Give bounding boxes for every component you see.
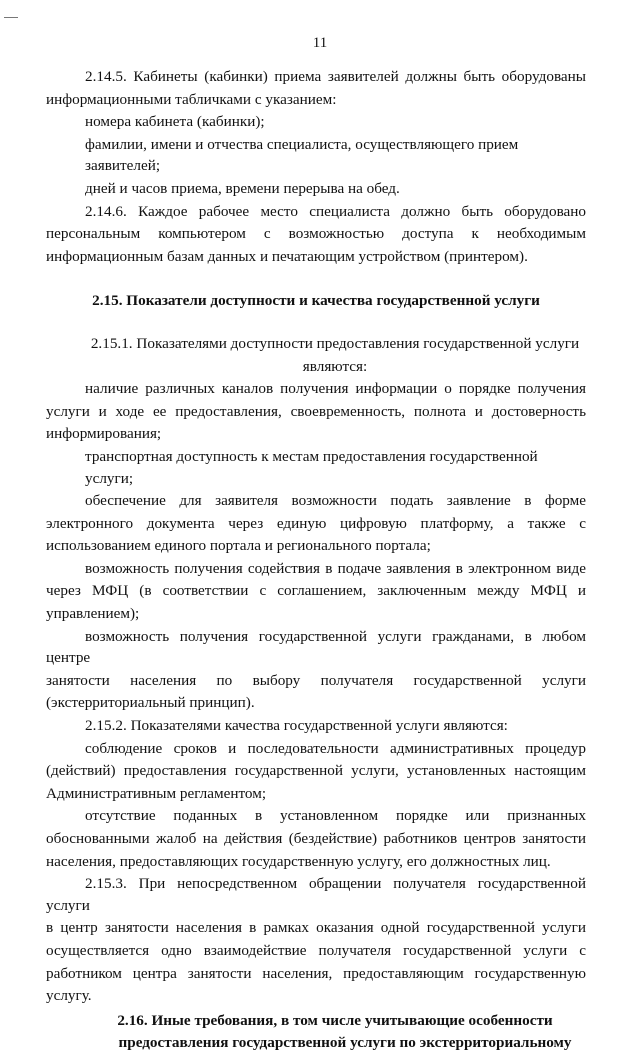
list-item-reception-hours: дней и часов приема, времени перерыва на обед. — [85, 179, 400, 197]
para-extraterritorial-line3: (экстерриториальный принцип). — [46, 694, 255, 712]
para-electronic-line3: использованием единого портала и регионального портала; — [46, 537, 431, 555]
scan-corner-mark — [4, 17, 18, 18]
para-electronic-line2: электронного документа через единую цифровую платформу, а также с — [46, 514, 586, 532]
para-mfc-line1: возможность получения содействия в подаче заявления в электронном виде — [85, 559, 586, 577]
document-body — [46, 66, 586, 1054]
para-2-14-5-line1: 2.14.5. Кабинеты (кабинки) приема заявителей должны быть оборудованы — [85, 68, 586, 85]
para-2-15-1-line2: являются: — [302, 357, 368, 375]
para-channels-line2: услуги и ходе ее предоставления, своевременность, полнота и достоверность — [46, 402, 586, 420]
para-transport-access: транспортная доступность к местам предоставления государственной услуги; — [85, 447, 538, 487]
para-2-15-3-line2: в центр занятости населения в рамках оказания одной государственной услуги — [46, 919, 586, 937]
list-item-cabinet-number: номера кабинета (кабинки); — [85, 113, 265, 131]
para-2-15-3-line4: работником центра занятости населения, предоставляющим государственную — [46, 964, 586, 982]
page-number: 11 — [312, 35, 328, 51]
para-2-15-1-line1: 2.15.1. Показателями доступности предоставления государственной услуги — [90, 334, 580, 352]
para-2-14-6-line2: персональным компьютером с возможностью доступа к необходимым — [46, 225, 586, 243]
para-channels-line3: информирования; — [46, 425, 162, 443]
para-2-15-2: 2.15.2. Показателями качества государственной услуги являются: — [85, 717, 508, 735]
para-2-15-3-line3: осуществляется одно взаимодействие получателя государственной услуги с — [46, 941, 586, 959]
para-2-14-6-line3: информационным базам данных и печатающим устройством (принтером). — [46, 247, 528, 265]
list-item-specialist-name: фамилии, имени и отчества специалиста, осуществляющего прием заявителей; — [85, 135, 519, 175]
para-complaints-line1: отсутствие поданных в установленном порядке или признанных — [85, 807, 586, 825]
para-2-14-5-line2: информационными табличками с указанием: — [46, 90, 337, 108]
para-deadlines-line3: Административным регламентом; — [46, 784, 267, 802]
para-complaints-line2: обоснованными жалоб на действия (бездействие) работников центров занятости — [46, 830, 586, 847]
para-2-15-3-line1: 2.15.3. При непосредственном обращении получателя государственной услуги — [46, 875, 586, 914]
para-mfc-line3: управлением); — [46, 605, 140, 623]
para-2-14-6-line1: 2.14.6. Каждое рабочее место специалиста должно быть оборудовано — [85, 202, 586, 220]
para-mfc-line2: через МФЦ (в соответствии с соглашением, заключенным между МФЦ и — [46, 582, 586, 600]
para-deadlines-line1: соблюдение сроков и последовательности административных процедур — [85, 739, 586, 757]
section-heading-2-15: 2.15. Показатели доступности и качества государственной услуги — [92, 292, 540, 310]
section-heading-2-16-line1: 2.16. Иные требования, в том числе учитывающие особенности — [117, 1011, 553, 1029]
para-complaints-line3: населения, предоставляющих государственную услугу, его должностных лиц. — [46, 852, 551, 870]
section-heading-2-16-line2: предоставления государственной услуги по экстерриториальному — [118, 1034, 572, 1052]
para-electronic-line1: обеспечение для заявителя возможности подать заявление в форме — [85, 492, 586, 510]
para-extraterritorial-line1: возможность получения государственной услуги гражданами, в любом центре — [46, 627, 586, 667]
para-2-15-3-line5: услугу. — [46, 987, 92, 1005]
para-extraterritorial-line2: занятости населения по выбору получателя государственной услуги — [46, 671, 586, 689]
para-deadlines-line2: (действий) предоставления государственной услуги, установленных настоящим — [46, 762, 586, 780]
para-channels-line1: наличие различных каналов получения информации о порядке получения — [85, 380, 586, 398]
